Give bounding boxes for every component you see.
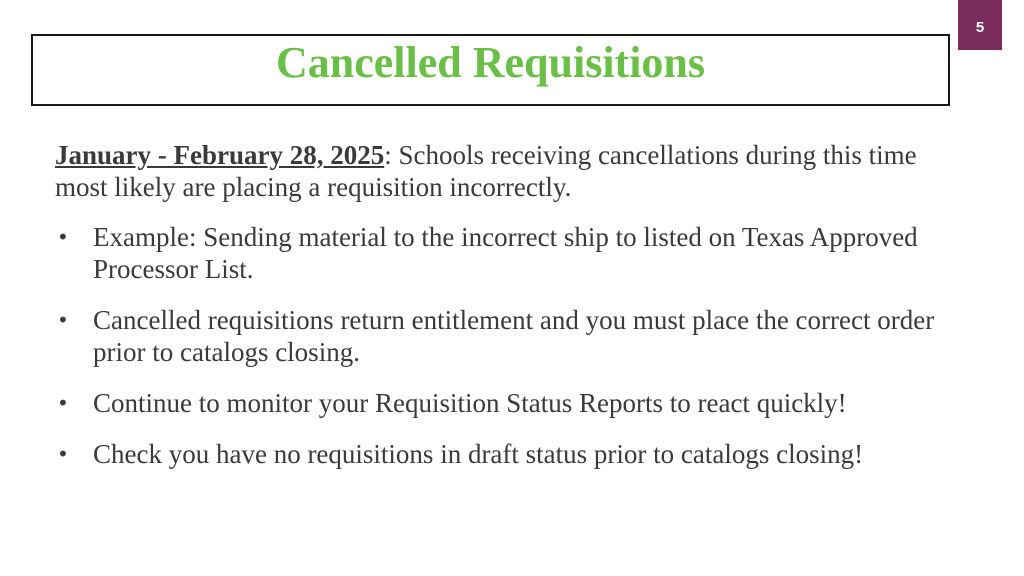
bullet-item: [55, 387, 935, 419]
bullet-icon: •: [57, 442, 69, 466]
bullet-text: Continue to monitor your Requisition Status Reports to react quickly!: [93, 388, 847, 418]
page-number-badge: [958, 0, 1002, 50]
bullet-list: [55, 221, 935, 470]
bullet-item: [55, 304, 935, 368]
bullet-icon: •: [57, 391, 69, 415]
intro-text: : Schools receiving cancellations during this time most likely are placing a requisition incorrectly.: [55, 140, 917, 202]
intro-date-range: January - February 28, 2025: [55, 140, 385, 170]
bullet-text: Check you have no requisitions in draft status prior to catalogs closing!: [93, 439, 864, 469]
title-box: [31, 34, 950, 106]
slide-title: Cancelled Requisitions: [275, 38, 706, 87]
bullet-icon: •: [57, 225, 69, 249]
intro-paragraph: [55, 139, 935, 203]
bullet-item: [55, 438, 935, 470]
bullet-text: Example: Sending material to the incorrect ship to listed on Texas Approved Processor List.: [93, 222, 918, 284]
slide-content: [55, 139, 935, 489]
bullet-icon: •: [57, 308, 69, 332]
bullet-item: [55, 221, 935, 285]
page-number: 5: [975, 18, 985, 36]
bullet-text: Cancelled requisitions return entitlement and you must place the correct order prior to catalogs closing.: [93, 305, 935, 367]
